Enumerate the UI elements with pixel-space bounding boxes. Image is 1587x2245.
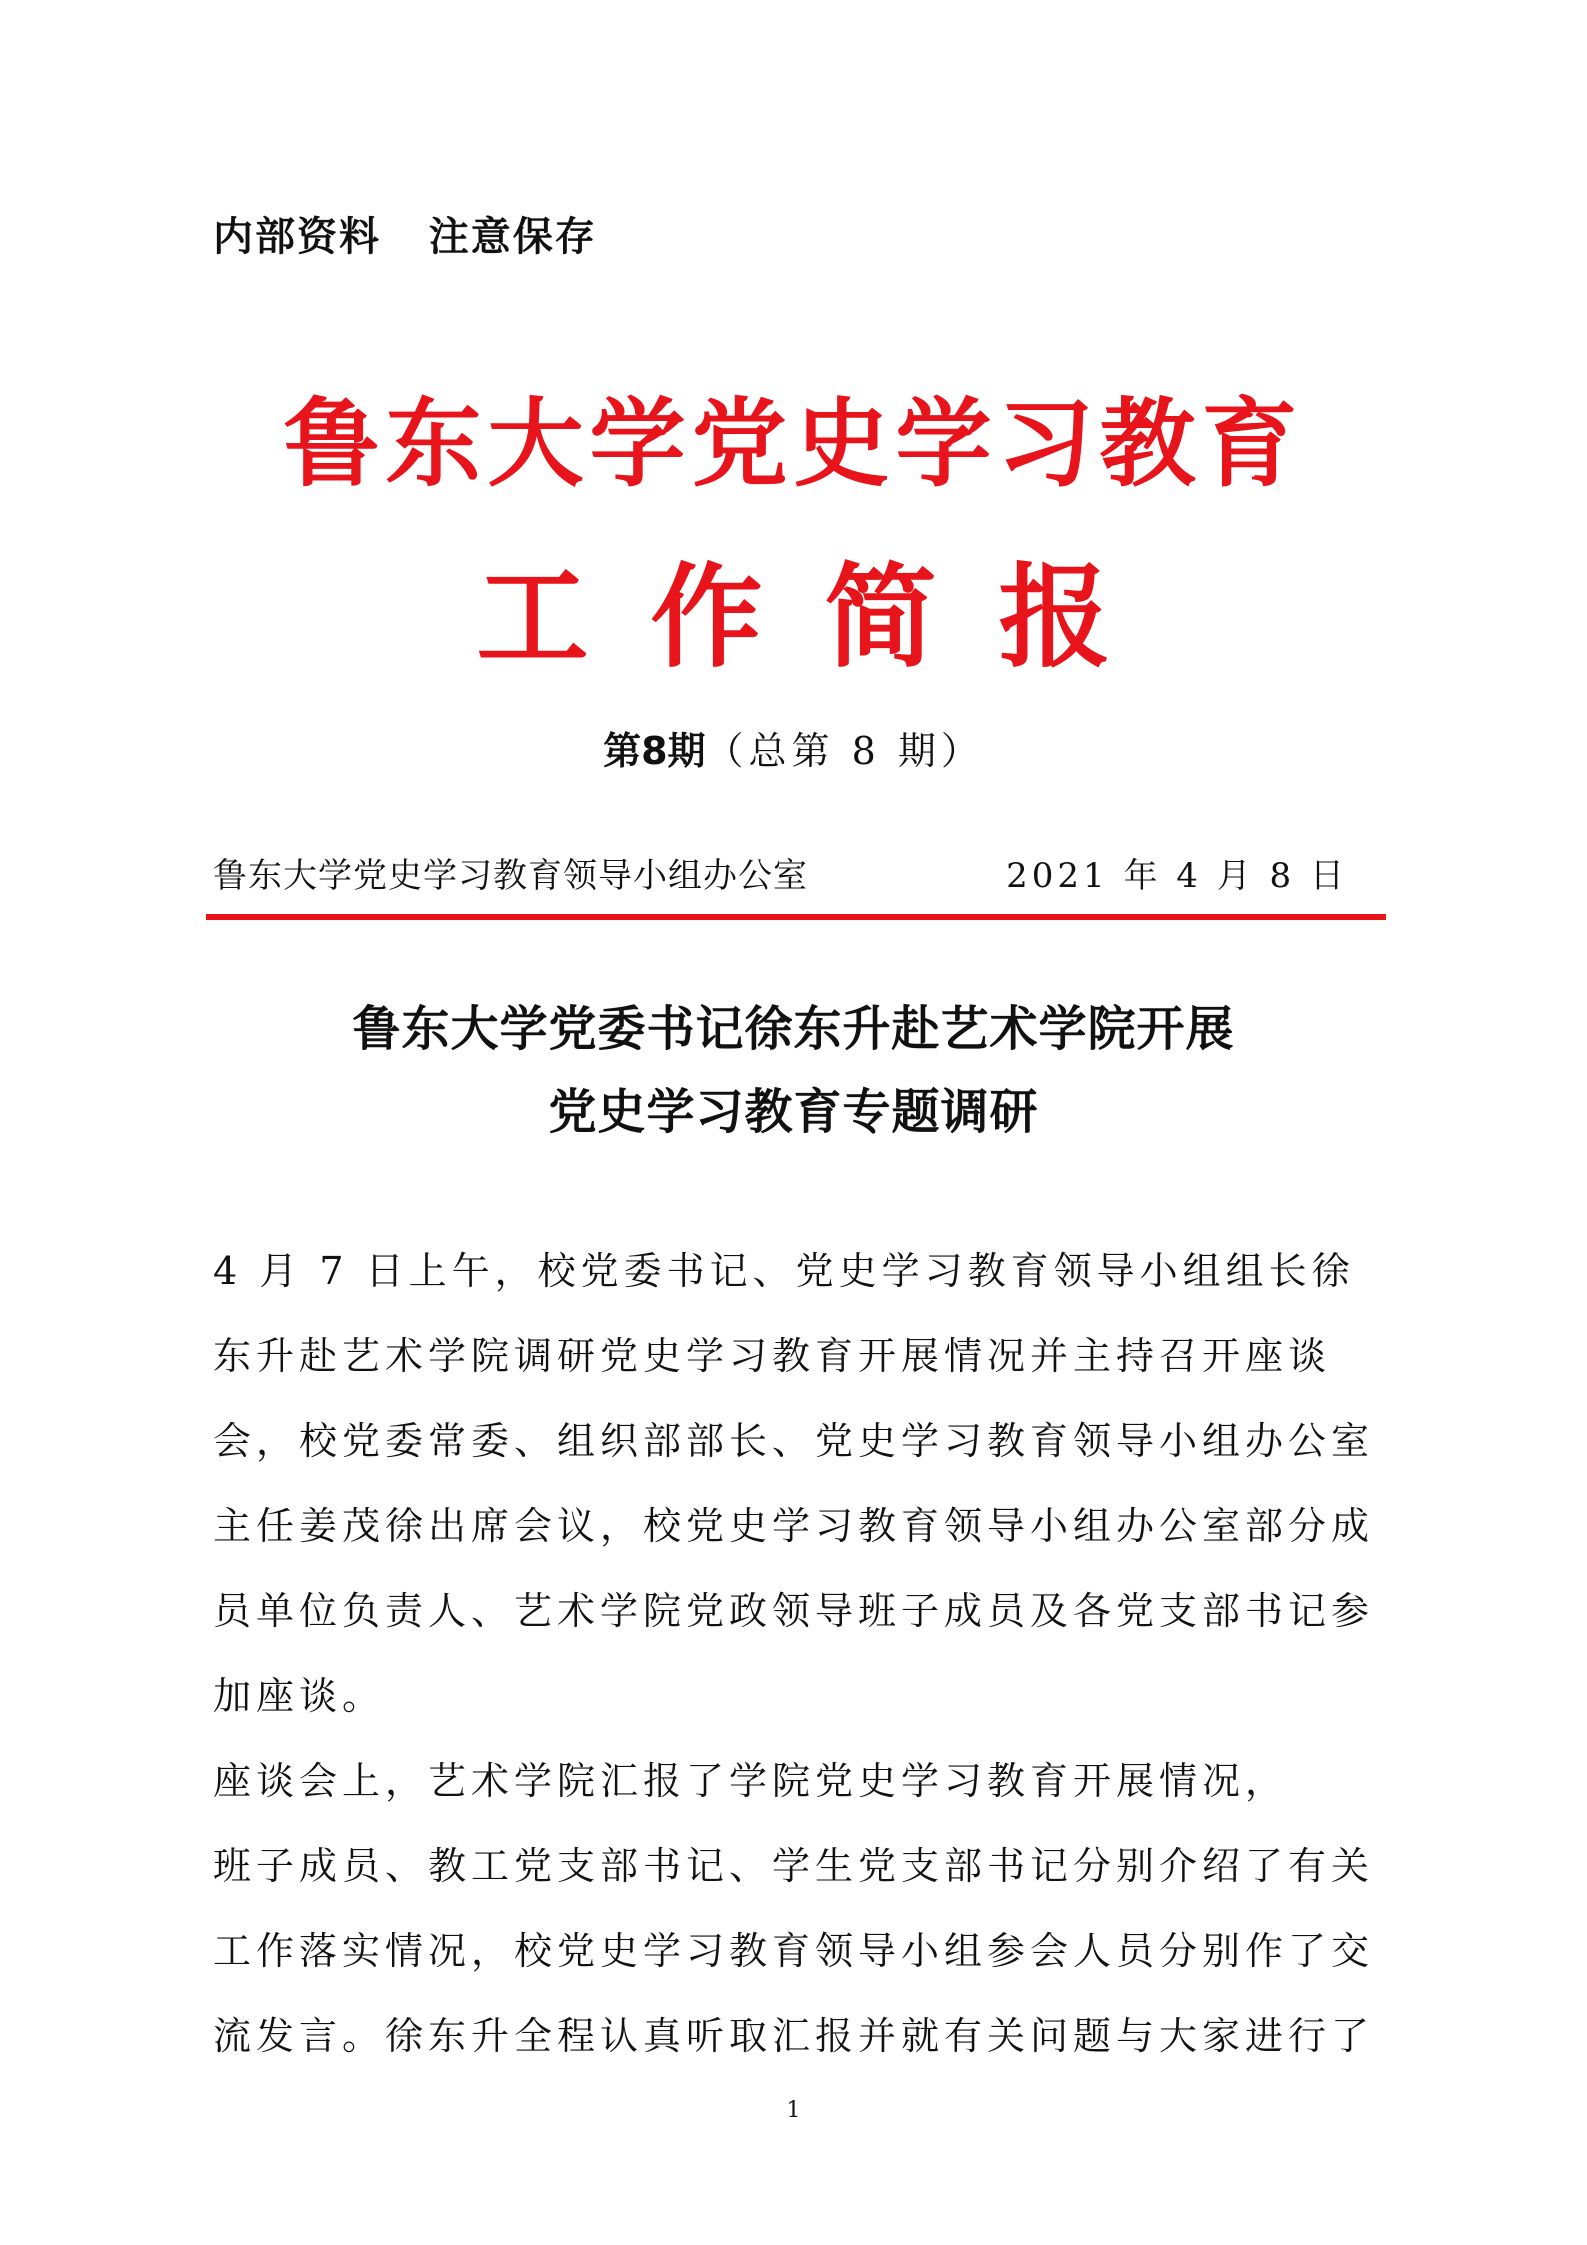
publisher-office: 鲁东大学党史学习教育领导小组办公室: [213, 856, 808, 896]
body-text-line: 主任姜茂徐出席会议，校党史学习教育领导小组办公室部分成: [213, 1504, 1375, 1548]
article-headline-line1: 鲁东大学党委书记徐东升赴艺术学院开展: [352, 1001, 1235, 1057]
issue-number-line: [0, 720, 1587, 775]
body-text-line: 员单位负责人、艺术学院党政领导班子成员及各党支部书记参: [213, 1589, 1375, 1633]
body-text-line: 东升赴艺术学院调研党史学习教育开展情况并主持召开座谈: [213, 1334, 1332, 1378]
issue-number: 第8期: [603, 729, 706, 773]
article-headline-line2: 党史学习教育专题调研: [548, 1084, 1039, 1140]
red-divider-rule: [206, 914, 1386, 920]
body-text-line: 班子成员、教工党支部书记、学生党支部书记分别介绍了有关: [213, 1844, 1375, 1888]
body-text-line: 加座谈。: [213, 1674, 386, 1718]
masthead-title-line2: 工作简报: [476, 553, 1173, 683]
body-text-line: 工作落实情况，校党史学习教育领导小组参会人员分别作了交: [213, 1929, 1375, 1973]
body-text-line: 座谈会上，艺术学院汇报了学院党史学习教育开展情况，: [213, 1759, 1289, 1803]
page-number: 1: [786, 2098, 801, 2123]
body-text-line: 会，校党委常委、组织部部长、党史学习教育领导小组办公室: [213, 1419, 1375, 1463]
issue-total-number: （总第 8 期）: [705, 729, 984, 773]
confidential-note: 内部资料 注意保存: [213, 214, 597, 260]
body-text-line: 流发言。徐东升全程认真听取汇报并就有关问题与大家进行了: [213, 2014, 1375, 2058]
publish-date: 2021 年 4 月 8 日: [1006, 856, 1348, 896]
masthead-title-line1: 鲁东大学党史学习教育: [283, 388, 1304, 500]
body-text-line: 4 月 7 日上午，校党委书记、党史学习教育领导小组组长徐: [213, 1249, 1355, 1293]
